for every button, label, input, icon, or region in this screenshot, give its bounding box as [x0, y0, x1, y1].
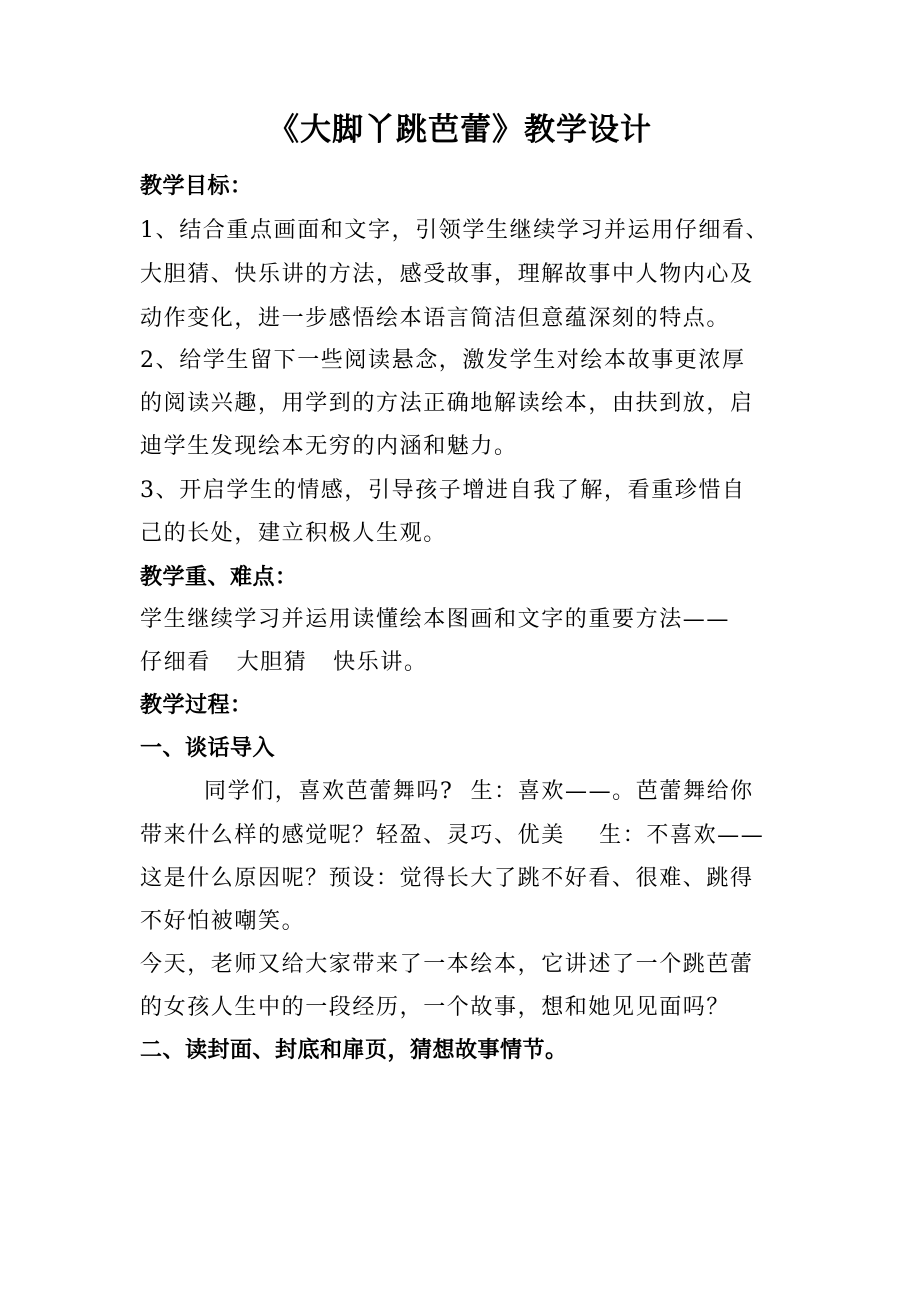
- objective-line: 的阅读兴趣，用学到的方法正确地解读绘本，由扶到放，启: [140, 391, 754, 416]
- objective-line: 动作变化，进一步感悟绘本语言简洁但意蕴深刻的特点。: [140, 306, 731, 331]
- objectives-heading: 教学目标：: [140, 174, 253, 199]
- objective-line: 大胆猜、快乐讲的方法，感受故事，理解故事中人物内心及: [140, 262, 754, 287]
- section1-line: 今天，老师又给大家带来了一本绘本，它讲述了一个跳芭蕾: [140, 952, 754, 977]
- section1-line: 同学们，喜欢芭蕾舞吗? 生：喜欢——。芭蕾舞给你: [204, 779, 754, 804]
- section2-heading: 二、读封面、封底和扉页，猜想故事情节。: [140, 1038, 568, 1063]
- keypoint-line: 仔细看 大胆猜 快乐讲。: [140, 650, 428, 675]
- process-heading: 教学过程：: [140, 693, 253, 718]
- section1-line: 的女孩人生中的一段经历，一个故事，想和她见见面吗？: [140, 995, 731, 1020]
- section1-heading: 一、谈话导入: [140, 736, 276, 761]
- document-title: 《大脚丫跳芭蕾》教学设计: [268, 112, 652, 148]
- keypoint-line: 学生继续学习并运用读懂绘本图画和文字的重要方法——: [140, 607, 731, 632]
- objective-line: 己的长处，建立积极人生观。: [140, 521, 447, 546]
- keypoints-heading: 教学重、难点：: [140, 565, 298, 590]
- section1-line: 带来什么样的感觉呢？轻盈、灵巧、优美 生：不喜欢——: [140, 823, 765, 848]
- section1-line: 不好怕被嘲笑。: [140, 909, 306, 934]
- section1-line: 这是什么原因呢？预设：觉得长大了跳不好看、很难、跳得: [140, 866, 754, 891]
- objective-line: 2、给学生留下一些阅读悬念，激发学生对绘本故事更浓厚: [140, 348, 746, 373]
- objective-line: 3、开启学生的情感，引导孩子增进自我了解，看重珍惜自: [140, 478, 746, 503]
- objective-line: 1、结合重点画面和文字，引领学生继续学习并运用仔细看、: [140, 218, 770, 243]
- objective-line: 迪学生发现绘本无穷的内涵和魅力。: [140, 434, 518, 459]
